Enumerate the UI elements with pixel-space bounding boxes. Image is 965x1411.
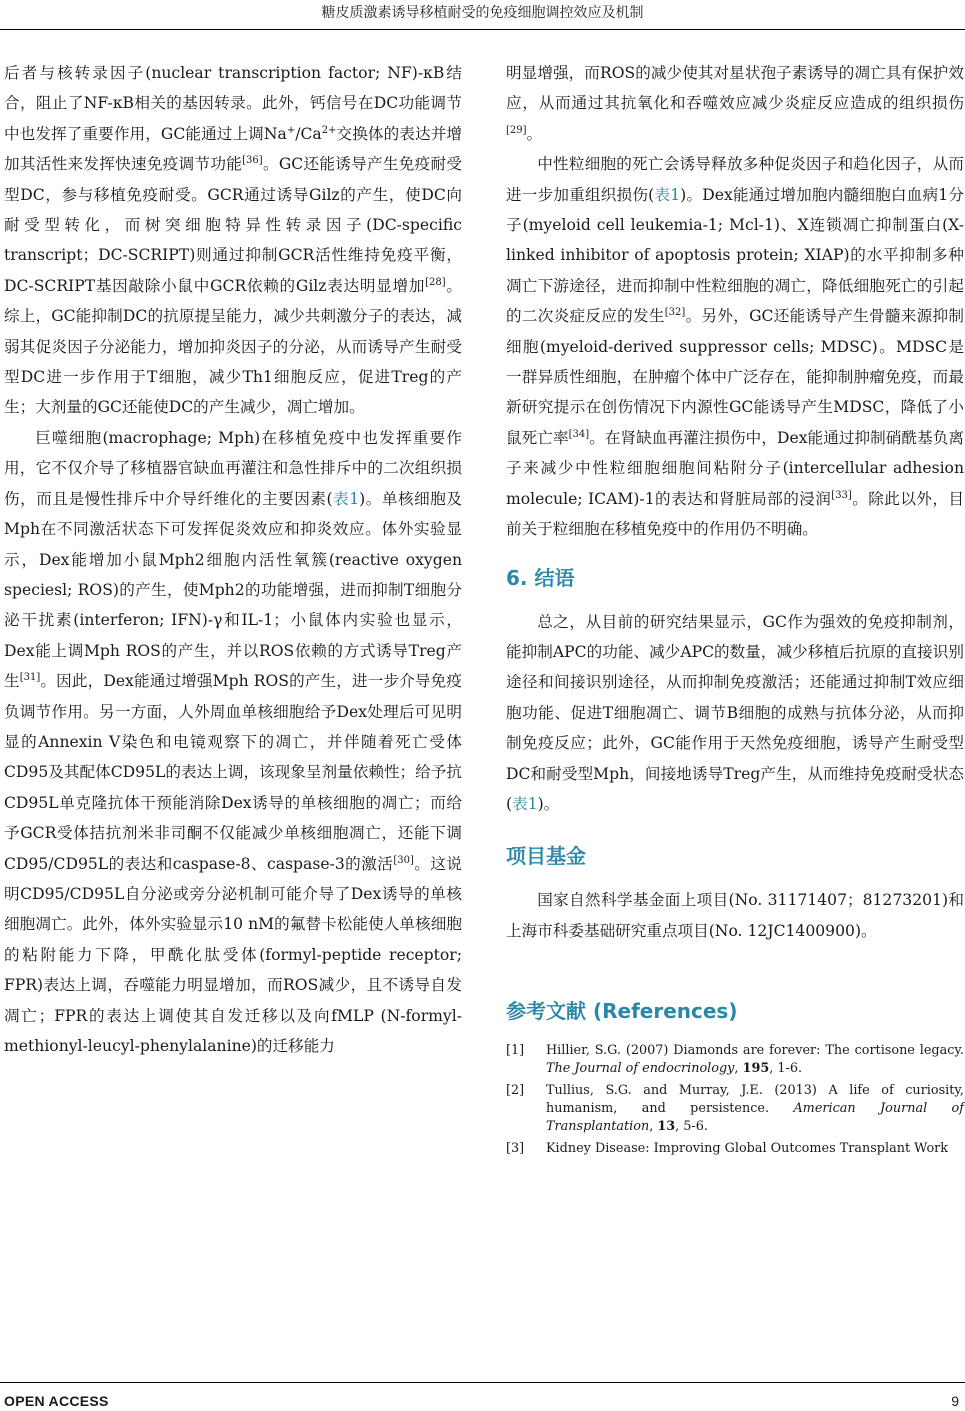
citation-link[interactable]: [34] bbox=[568, 428, 590, 440]
funding-paragraph: 国家自然科学基金面上项目(No. 31171407；81273201)和上海市科委基础研究重点项目(No. 12JC1400900)。 bbox=[506, 891, 964, 940]
citation-link[interactable]: [28] bbox=[425, 276, 446, 288]
table-1-link[interactable]: 表1 bbox=[654, 185, 681, 204]
right-paragraph-ros: 明显增强，而ROS的减少使其对星状孢子素诱导的凋亡具有保护效应，从而通过其抗氧化和吞噬效应减少炎症反应造成的组织损伤[29]。 bbox=[506, 64, 964, 143]
left-column bbox=[4, 58, 462, 1061]
running-title: 糖皮质激素诱导移植耐受的免疫细胞调控效应及机制 bbox=[0, 0, 965, 30]
reference-item: [1] Hillier, S.G. (2007) Diamonds are forever: The cortisone legacy. The Journal of endocrinology, 195, 1-6. bbox=[506, 1043, 964, 1077]
volume: 13 bbox=[657, 1119, 676, 1135]
left-paragraph-macrophage: 巨噬细胞(macrophage; Mph)在移植免疫中也发挥重要作用，它不仅介导了移植器官缺血再灌注和急性排斥中的二次组织损伤，而且是慢性排斥中介导纤维化的主要因素(表1)。单核细胞及Mph在不同激活状态下可发挥促炎效应和抑炎效应。体外实验显示，Dex能增加小鼠Mph2细胞内活性氧簇(reactive oxygen speciesl; ROS)的产生，使Mph2的功能增强，进而抑制T细胞分泌干扰素(interferon; IFN)-γ和IL-1；小鼠体内实验也显示，Dex能上调Mph ROS的产生，并以ROS依赖的方式诱导Treg产生[31]。因此，Dex能通过增强Mph ROS的产生，进一步介导免疫负调节作用。另一方面，人外周血单核细胞给予Dex处理后可见明显的Annexin V染色和电镜观察下的凋亡，并伴随着死亡受体CD95及其配体CD95L的表达上调，该现象呈剂量依赖性；给予抗CD95L单克隆抗体干预能消除Dex诱导的单核细胞的凋亡；而给予GCR受体拮抗剂米非司酮不仅能减少单核细胞凋亡，还能下调CD95/CD95L的表达和caspase-8、caspase-3的激活[30]。这说明CD95/CD95L自分泌或旁分泌机制可能介导了Dex诱导的单核细胞凋亡。此外，体外实验显示10 nM的氟替卡松能使人单核细胞的粘附能力下降，甲酰化肽受体(formyl-peptide receptor; FPR)表达上调，吞噬能力明显增加，而ROS减少，且不诱导自发凋亡；FPR的表达上调使其自发迁移以及向fMLP (N-formyl-methionyl-leucyl-phenylalanine)的迁移能力 bbox=[4, 428, 462, 1055]
reference-item: [2] Tullius, S.G. and Murray, J.E. (2013) A life of curiosity, humanism, and persistence. American Journal of Transplantation, 13, 5-6. bbox=[506, 1083, 964, 1135]
page-footer bbox=[0, 1382, 965, 1411]
reference-number: [3] bbox=[506, 1141, 525, 1157]
right-paragraph-neutrophil: 中性粒细胞的死亡会诱导释放多种促炎因子和趋化因子，从而进一步加重组织损伤(表1)。Dex能通过增加胞内髓细胞白血病1分子(myeloid cell leukemia-1; Mcl-1)、X连锁凋亡抑制蛋白(X-linked inhibitor of apoptosis protein; XIAP)的水平抑制多种凋亡下游途径，进而抑制中性粒细胞的凋亡，降低细胞死亡的引起的二次炎症反应的发生[32]。另外，GC还能诱导产生骨髓来源抑制细胞(myeloid-derived suppressor cells; MDSC)。MDSC是一群异质性细胞，在肿瘤个体中广泛存在，能抑制肿瘤免疫，而最新研究提示在创伤情况下内源性GC能诱导产生MDSC，降低了小鼠死亡率[34]。在肾缺血再灌注损伤中，Dex能通过抑制硝酰基负离子来减少中性粒细胞细胞间粘附分子(intercellular adhesion molecule; ICAM)-1的表达和肾脏局部的浸润[33]。除此以外，目前关于粒细胞在移植免疫中的作用仍不明确。 bbox=[506, 155, 964, 539]
volume: 195 bbox=[742, 1061, 770, 1077]
conclusion-paragraph: 总之，从目前的研究结果显示，GC作为强效的免疫抑制剂，能抑制APC的功能、减少APC的数量，减少移植后抗原的直接识别途径和间接识别途径，从而抑制免疫激活；还能通过抑制T效应细胞功能、促进T细胞凋亡、调节B细胞的成熟与抗体分泌，从而抑制免疫反应；此外，GC能作用于天然免疫细胞，诱导产生耐受型DC和耐受型Mph，间接地诱导Treg产生，从而维持免疫耐受状态(表1)。 bbox=[506, 612, 964, 813]
citation-link[interactable]: [36] bbox=[242, 155, 263, 167]
conclusion-heading: 6. 结语 bbox=[506, 565, 575, 590]
citation-link[interactable]: [30] bbox=[393, 854, 414, 866]
table-1-link[interactable]: 表1 bbox=[332, 489, 360, 508]
table-1-link[interactable]: 表1 bbox=[512, 794, 538, 813]
right-column bbox=[506, 58, 964, 1162]
citation-link[interactable]: [29] bbox=[506, 124, 527, 136]
reference-item bbox=[506, 1140, 964, 1158]
page-number: 9 bbox=[951, 1393, 959, 1409]
citation-link[interactable]: [33] bbox=[831, 489, 852, 501]
references-list bbox=[506, 1042, 964, 1158]
reference-number: [1] bbox=[506, 1043, 525, 1059]
reference-text: Kidney Disease: Improving Global Outcomes Transplant Work bbox=[546, 1141, 949, 1157]
references-heading: 参考文献 (References) bbox=[506, 999, 738, 1024]
open-access-label: OPEN ACCESS bbox=[4, 1393, 109, 1409]
funding-heading: 项目基金 bbox=[506, 844, 586, 869]
journal-name: American Journal of Transplantation bbox=[546, 1101, 964, 1135]
citation-link[interactable]: [32] bbox=[664, 307, 686, 319]
left-paragraph-dc: 后者与核转录因子(nuclear transcription factor; NF)-κB结合，阻止了NF-κB相关的基因转录。此外，钙信号在DC功能调节中也发挥了重要作用，GC能通过上调$Na^+/Ca^{2+}$交换体的表达并增加其活性来发挥快速免疫调节功能[36]。GC还能诱导产生免疫耐受型DC，参与移植免疫耐受。GCR通过诱导Gilz的产生，使DC向耐受型转化，而树突细胞特异性转录因子(DC-specific transcript；DC-SCRIPT)则通过抑制GCR活性维持免疫平衡，DC-SCRIPT基因敲除小鼠中GCR依赖的Gilz表达明显增加[28]。综上，GC能抑制DC的抗原提呈能力，减少共刺激分子的表达，减弱其促炎因子分泌能力，增加抑炎因子的分泌，从而诱导产生耐受型DC进一步作用于T细胞，减少Th1细胞反应，促进Treg的产生；大剂量的GC还能使DC的产生减少，凋亡增加。 bbox=[4, 64, 462, 417]
citation-link[interactable]: [31] bbox=[19, 671, 41, 683]
reference-number: [2] bbox=[506, 1083, 525, 1099]
journal-name: The Journal of endocrinology bbox=[546, 1061, 735, 1077]
